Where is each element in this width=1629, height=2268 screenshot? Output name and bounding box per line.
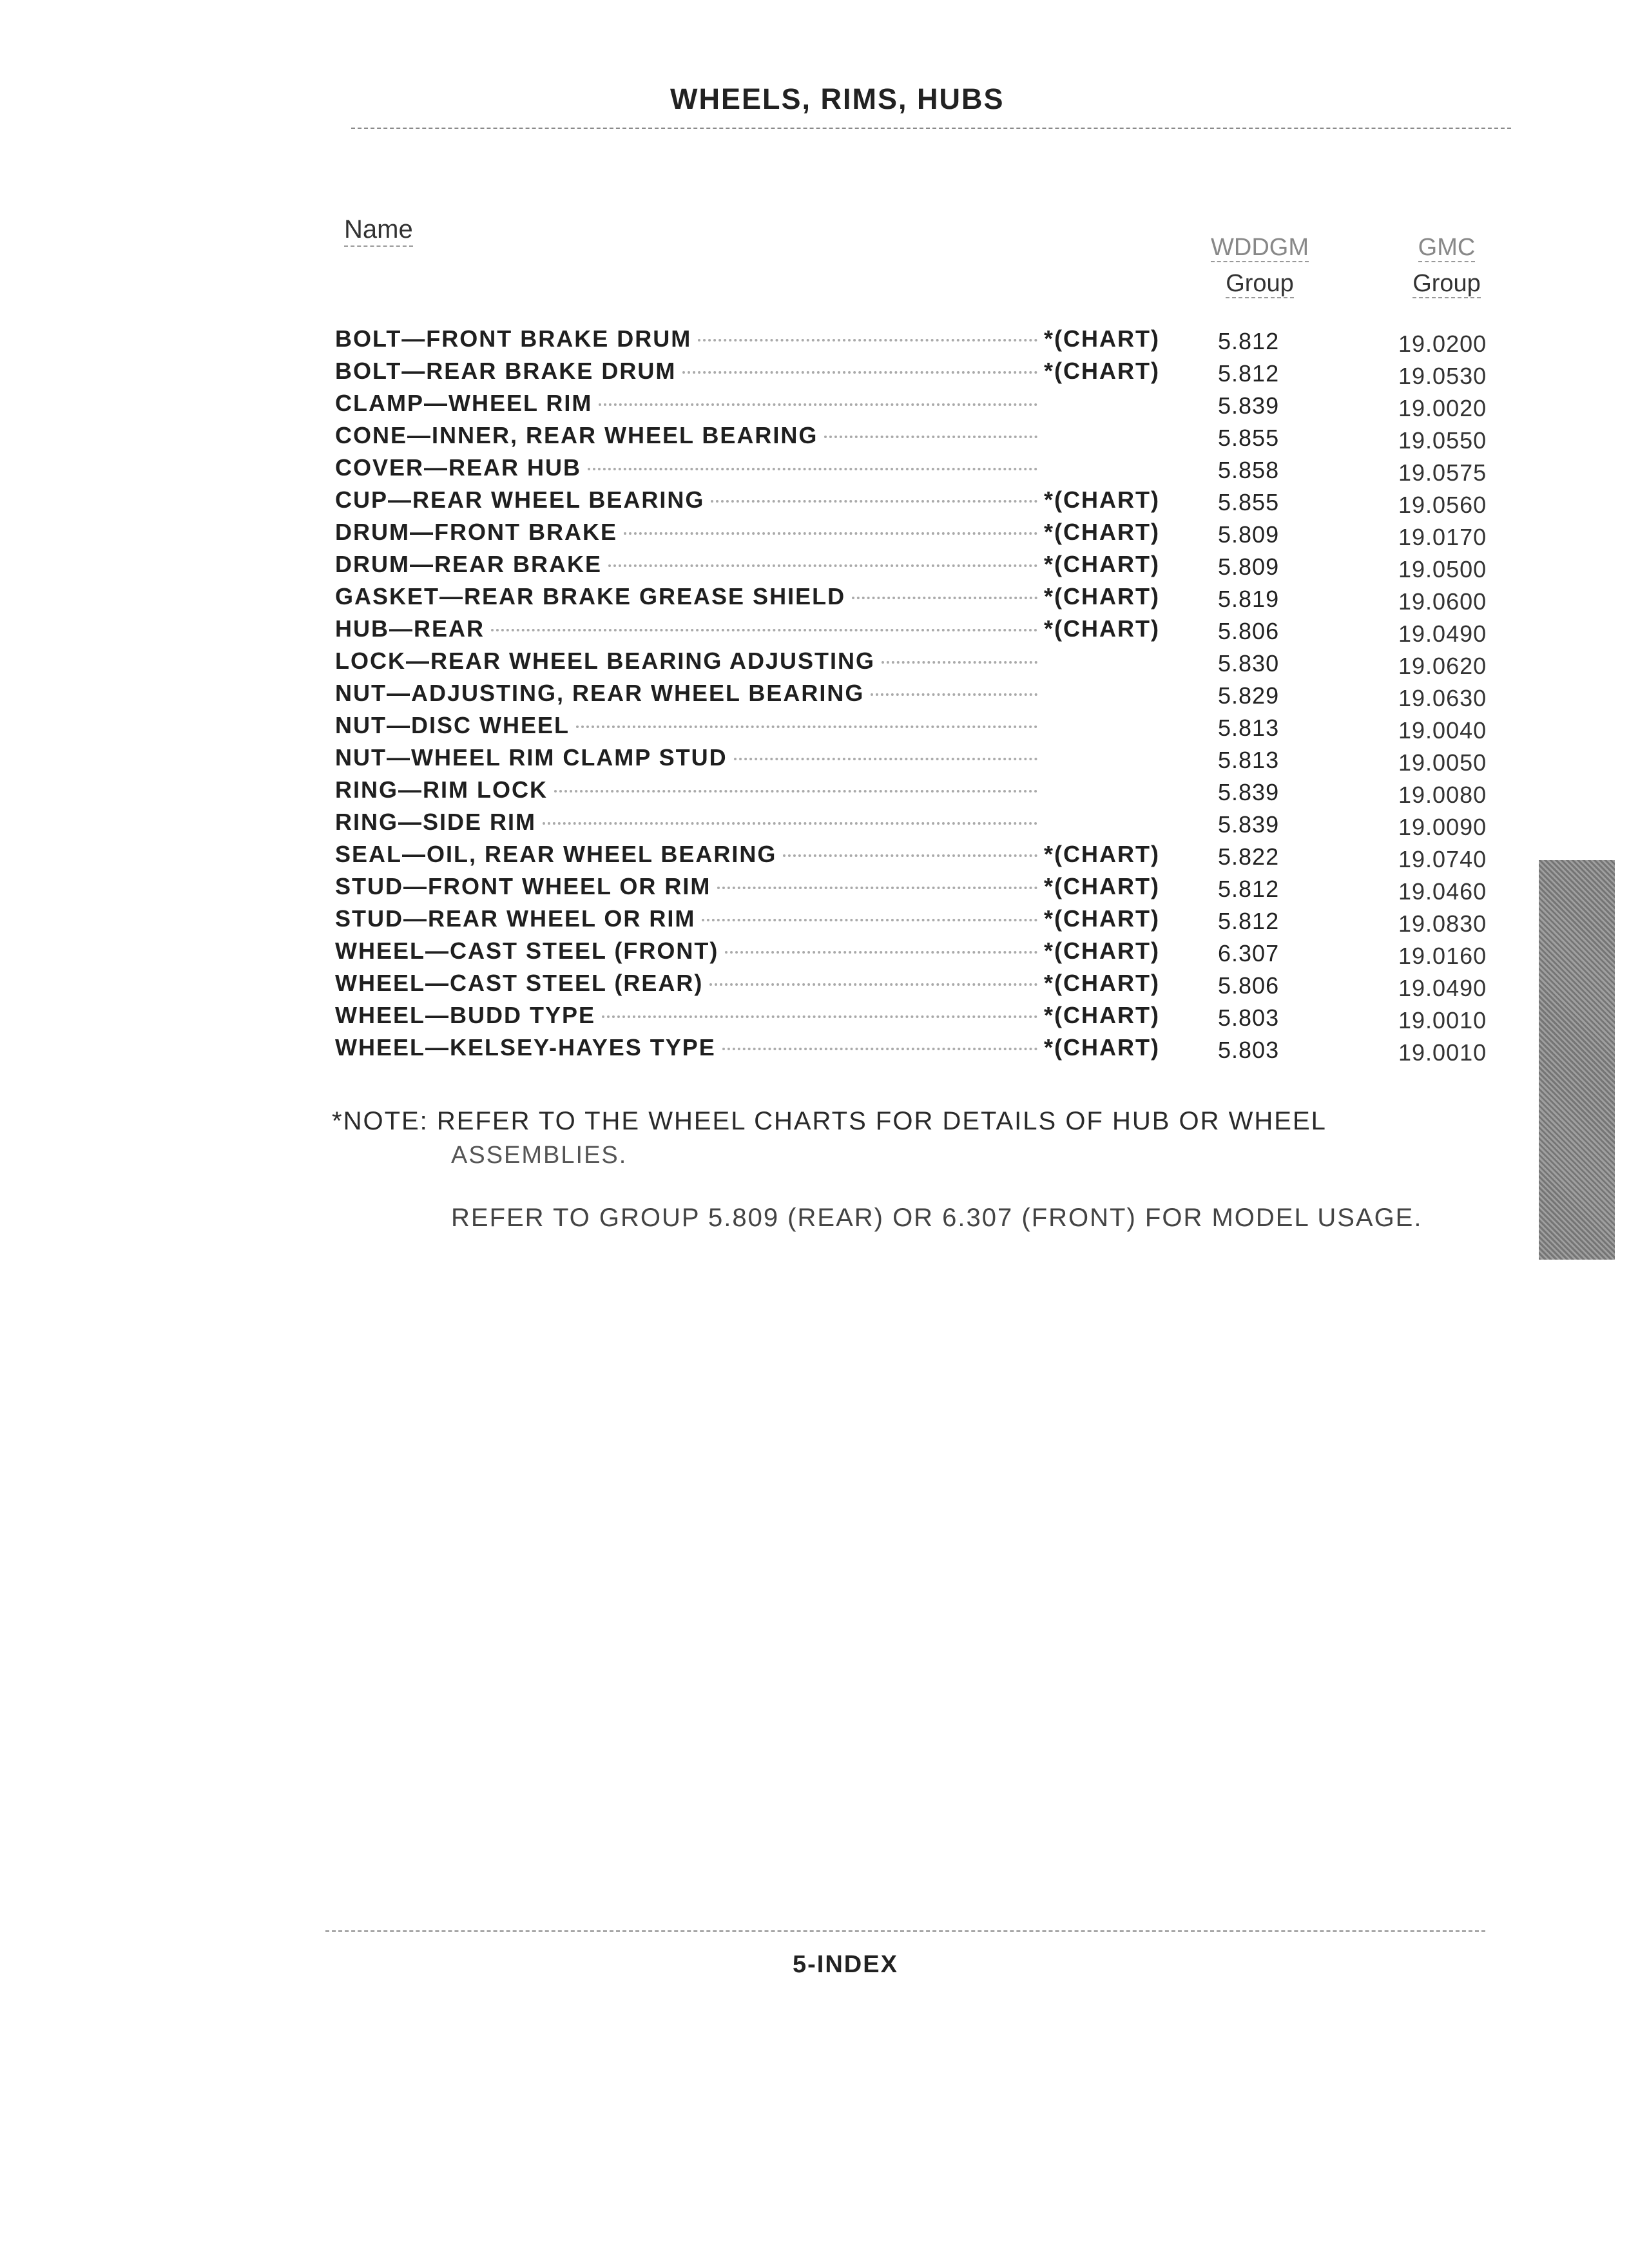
dot-leader [852,597,1037,599]
part-name-cell [335,712,1173,739]
part-name: DRUM—FRONT BRAKE [335,519,617,545]
table-row [335,390,1514,422]
part-name-cell [335,583,1173,610]
gmc-group-value: 19.0170 [1398,524,1487,550]
section-tab-marker [1539,860,1615,1260]
dot-leader [702,919,1037,921]
wddgm-group-value: 5.839 [1218,392,1280,419]
table-row [335,970,1514,1002]
gmc-group-value: 19.0500 [1398,556,1487,582]
column-header-name: Name [344,215,413,247]
part-name: STUD—FRONT WHEEL OR RIM [335,873,711,899]
part-name-cell [335,873,1173,900]
table-row [335,422,1514,454]
wddgm-group-value: 5.806 [1218,972,1280,999]
part-name: BOLT—FRONT BRAKE DRUM [335,325,692,352]
dot-leader [682,371,1037,374]
table-row [335,937,1514,970]
page-number: 5-INDEX [793,1951,898,1978]
gmc-group-value: 19.0460 [1398,878,1487,905]
table-row [335,873,1514,905]
note-line-1: *NOTE: REFER TO THE WHEEL CHARTS FOR DETAILS OF HUB OR WHEEL [332,1107,1327,1135]
table-row [335,486,1514,519]
wddgm-group-value: 5.839 [1218,779,1280,805]
part-name-cell [335,680,1173,707]
part-name-cell [335,519,1173,546]
wddgm-group-value: 5.803 [1218,1037,1280,1063]
part-name: RING—SIDE RIM [335,809,537,835]
chart-reference: *(CHART) [1044,551,1160,577]
page-title: WHEELS, RIMS, HUBS [670,82,1005,115]
part-name: DRUM—REAR BRAKE [335,551,602,577]
part-name: COVER—REAR HUB [335,454,582,481]
dot-leader [871,693,1037,696]
dot-leader [576,726,1037,728]
gmc-group-value: 19.0560 [1398,492,1487,518]
table-row [335,648,1514,680]
wddgm-group-value: 6.307 [1218,940,1280,966]
table-row [335,325,1514,358]
part-name-cell [335,1034,1173,1061]
wddgm-group-value: 5.803 [1218,1004,1280,1031]
column-header-wddgm-group: Group [1226,270,1294,297]
column-header-gmc-label: GMC [1418,234,1476,261]
table-row [335,1002,1514,1034]
chart-reference: *(CHART) [1044,1034,1160,1061]
gmc-group-value: 19.0630 [1398,685,1487,711]
gmc-group-value: 19.0490 [1398,620,1487,647]
gmc-group-value: 19.0010 [1398,1007,1487,1033]
chart-reference: *(CHART) [1044,937,1160,964]
dot-leader [543,822,1037,825]
wddgm-group-value: 5.855 [1218,489,1280,515]
chart-reference: *(CHART) [1044,615,1160,642]
dot-leader [711,500,1037,503]
wddgm-group-value: 5.822 [1218,843,1280,870]
part-name: CUP—REAR WHEEL BEARING [335,486,705,513]
dot-leader [734,758,1037,760]
part-name: STUD—REAR WHEEL OR RIM [335,905,696,932]
wddgm-group-value: 5.809 [1218,521,1280,548]
dot-leader [608,564,1037,567]
table-row [335,809,1514,841]
part-name-cell [335,809,1173,836]
column-header-wddgm [1195,229,1324,302]
part-name-cell [335,454,1173,481]
gmc-group-value: 19.0040 [1398,717,1487,744]
wddgm-group-value: 5.806 [1218,618,1280,644]
table-row [335,841,1514,873]
part-name-cell [335,390,1173,417]
wddgm-group-value: 5.855 [1218,425,1280,451]
part-name: CONE—INNER, REAR WHEEL BEARING [335,422,818,448]
part-name: WHEEL—CAST STEEL (REAR) [335,970,704,996]
dot-leader [783,854,1037,857]
part-name-cell [335,937,1173,965]
gmc-group-value: 19.0740 [1398,846,1487,872]
chart-reference: *(CHART) [1044,325,1160,352]
chart-reference: *(CHART) [1044,583,1160,610]
chart-reference: *(CHART) [1044,486,1160,513]
part-name: WHEEL—BUDD TYPE [335,1002,596,1028]
wddgm-group-value: 5.812 [1218,908,1280,934]
chart-reference: *(CHART) [1044,873,1160,899]
gmc-group-value: 19.0020 [1398,395,1487,421]
part-name: NUT—DISC WHEEL [335,712,570,738]
note-line-3: REFER TO GROUP 5.809 (REAR) OR 6.307 (FRONT) FOR MODEL USAGE. [451,1204,1423,1232]
part-name: SEAL—OIL, REAR WHEEL BEARING [335,841,777,867]
part-name-cell [335,841,1173,868]
part-name-cell [335,648,1173,675]
column-header-wddgm-label: WDDGM [1211,234,1309,261]
chart-reference: *(CHART) [1044,841,1160,867]
part-name: HUB—REAR [335,615,485,642]
wddgm-group-value: 5.819 [1218,586,1280,612]
gmc-group-value: 19.0830 [1398,910,1487,937]
part-name-cell [335,486,1173,514]
header-divider [351,128,1511,129]
parts-index-table [335,325,1514,1066]
table-row [335,680,1514,712]
gmc-group-value: 19.0200 [1398,331,1487,357]
part-name-cell [335,325,1173,352]
dot-leader [725,951,1037,954]
gmc-group-value: 19.0010 [1398,1039,1487,1066]
part-name-cell [335,615,1173,642]
part-name-cell [335,358,1173,385]
column-header-gmc [1389,229,1505,302]
table-row [335,454,1514,486]
dot-leader [709,983,1037,986]
part-name-cell [335,970,1173,997]
dot-leader [882,661,1037,664]
dot-leader [554,790,1037,793]
dot-leader [698,339,1037,341]
table-row [335,776,1514,809]
part-name-cell [335,905,1173,932]
dot-leader [491,629,1037,631]
wddgm-group-value: 5.812 [1218,360,1280,387]
part-name: WHEEL—CAST STEEL (FRONT) [335,937,719,964]
wddgm-group-value: 5.830 [1218,650,1280,677]
part-name: NUT—WHEEL RIM CLAMP STUD [335,744,728,771]
table-row [335,712,1514,744]
table-row [335,905,1514,937]
part-name: LOCK—REAR WHEEL BEARING ADJUSTING [335,648,876,674]
column-header-gmc-group: Group [1412,270,1481,297]
part-name-cell [335,744,1173,771]
part-name-cell [335,1002,1173,1029]
dot-leader [588,468,1037,470]
table-row [335,615,1514,648]
table-row [335,1034,1514,1066]
chart-reference: *(CHART) [1044,519,1160,545]
gmc-group-value: 19.0080 [1398,782,1487,808]
part-name: NUT—ADJUSTING, REAR WHEEL BEARING [335,680,865,706]
gmc-group-value: 19.0620 [1398,653,1487,679]
gmc-group-value: 19.0600 [1398,588,1487,615]
wddgm-group-value: 5.829 [1218,682,1280,709]
part-name: CLAMP—WHEEL RIM [335,390,593,416]
wddgm-group-value: 5.809 [1218,553,1280,580]
chart-reference: *(CHART) [1044,970,1160,996]
wddgm-group-value: 5.812 [1218,876,1280,902]
part-name: BOLT—REAR BRAKE DRUM [335,358,677,384]
gmc-group-value: 19.0550 [1398,427,1487,454]
gmc-group-value: 19.0490 [1398,975,1487,1001]
wddgm-group-value: 5.839 [1218,811,1280,838]
dot-leader [599,403,1037,406]
gmc-group-value: 19.0090 [1398,814,1487,840]
table-row [335,744,1514,776]
table-row [335,551,1514,583]
wddgm-group-value: 5.858 [1218,457,1280,483]
dot-leader [624,532,1037,535]
table-row [335,583,1514,615]
part-name-cell [335,776,1173,803]
footer-divider [325,1930,1485,1932]
dot-leader [824,436,1037,438]
gmc-group-value: 19.0160 [1398,943,1487,969]
table-row [335,519,1514,551]
part-name: RING—RIM LOCK [335,776,548,803]
part-name-cell [335,551,1173,578]
part-name: WHEEL—KELSEY-HAYES TYPE [335,1034,716,1061]
wddgm-group-value: 5.813 [1218,715,1280,741]
wddgm-group-value: 5.813 [1218,747,1280,773]
gmc-group-value: 19.0530 [1398,363,1487,389]
chart-reference: *(CHART) [1044,1002,1160,1028]
dot-leader [722,1048,1037,1050]
gmc-group-value: 19.0050 [1398,749,1487,776]
part-name: GASKET—REAR BRAKE GREASE SHIELD [335,583,846,610]
wddgm-group-value: 5.812 [1218,328,1280,354]
chart-reference: *(CHART) [1044,358,1160,384]
part-name-cell [335,422,1173,449]
dot-leader [717,887,1037,889]
table-row [335,358,1514,390]
gmc-group-value: 19.0575 [1398,459,1487,486]
chart-reference: *(CHART) [1044,905,1160,932]
note-line-2: ASSEMBLIES. [451,1142,628,1169]
dot-leader [602,1015,1037,1018]
